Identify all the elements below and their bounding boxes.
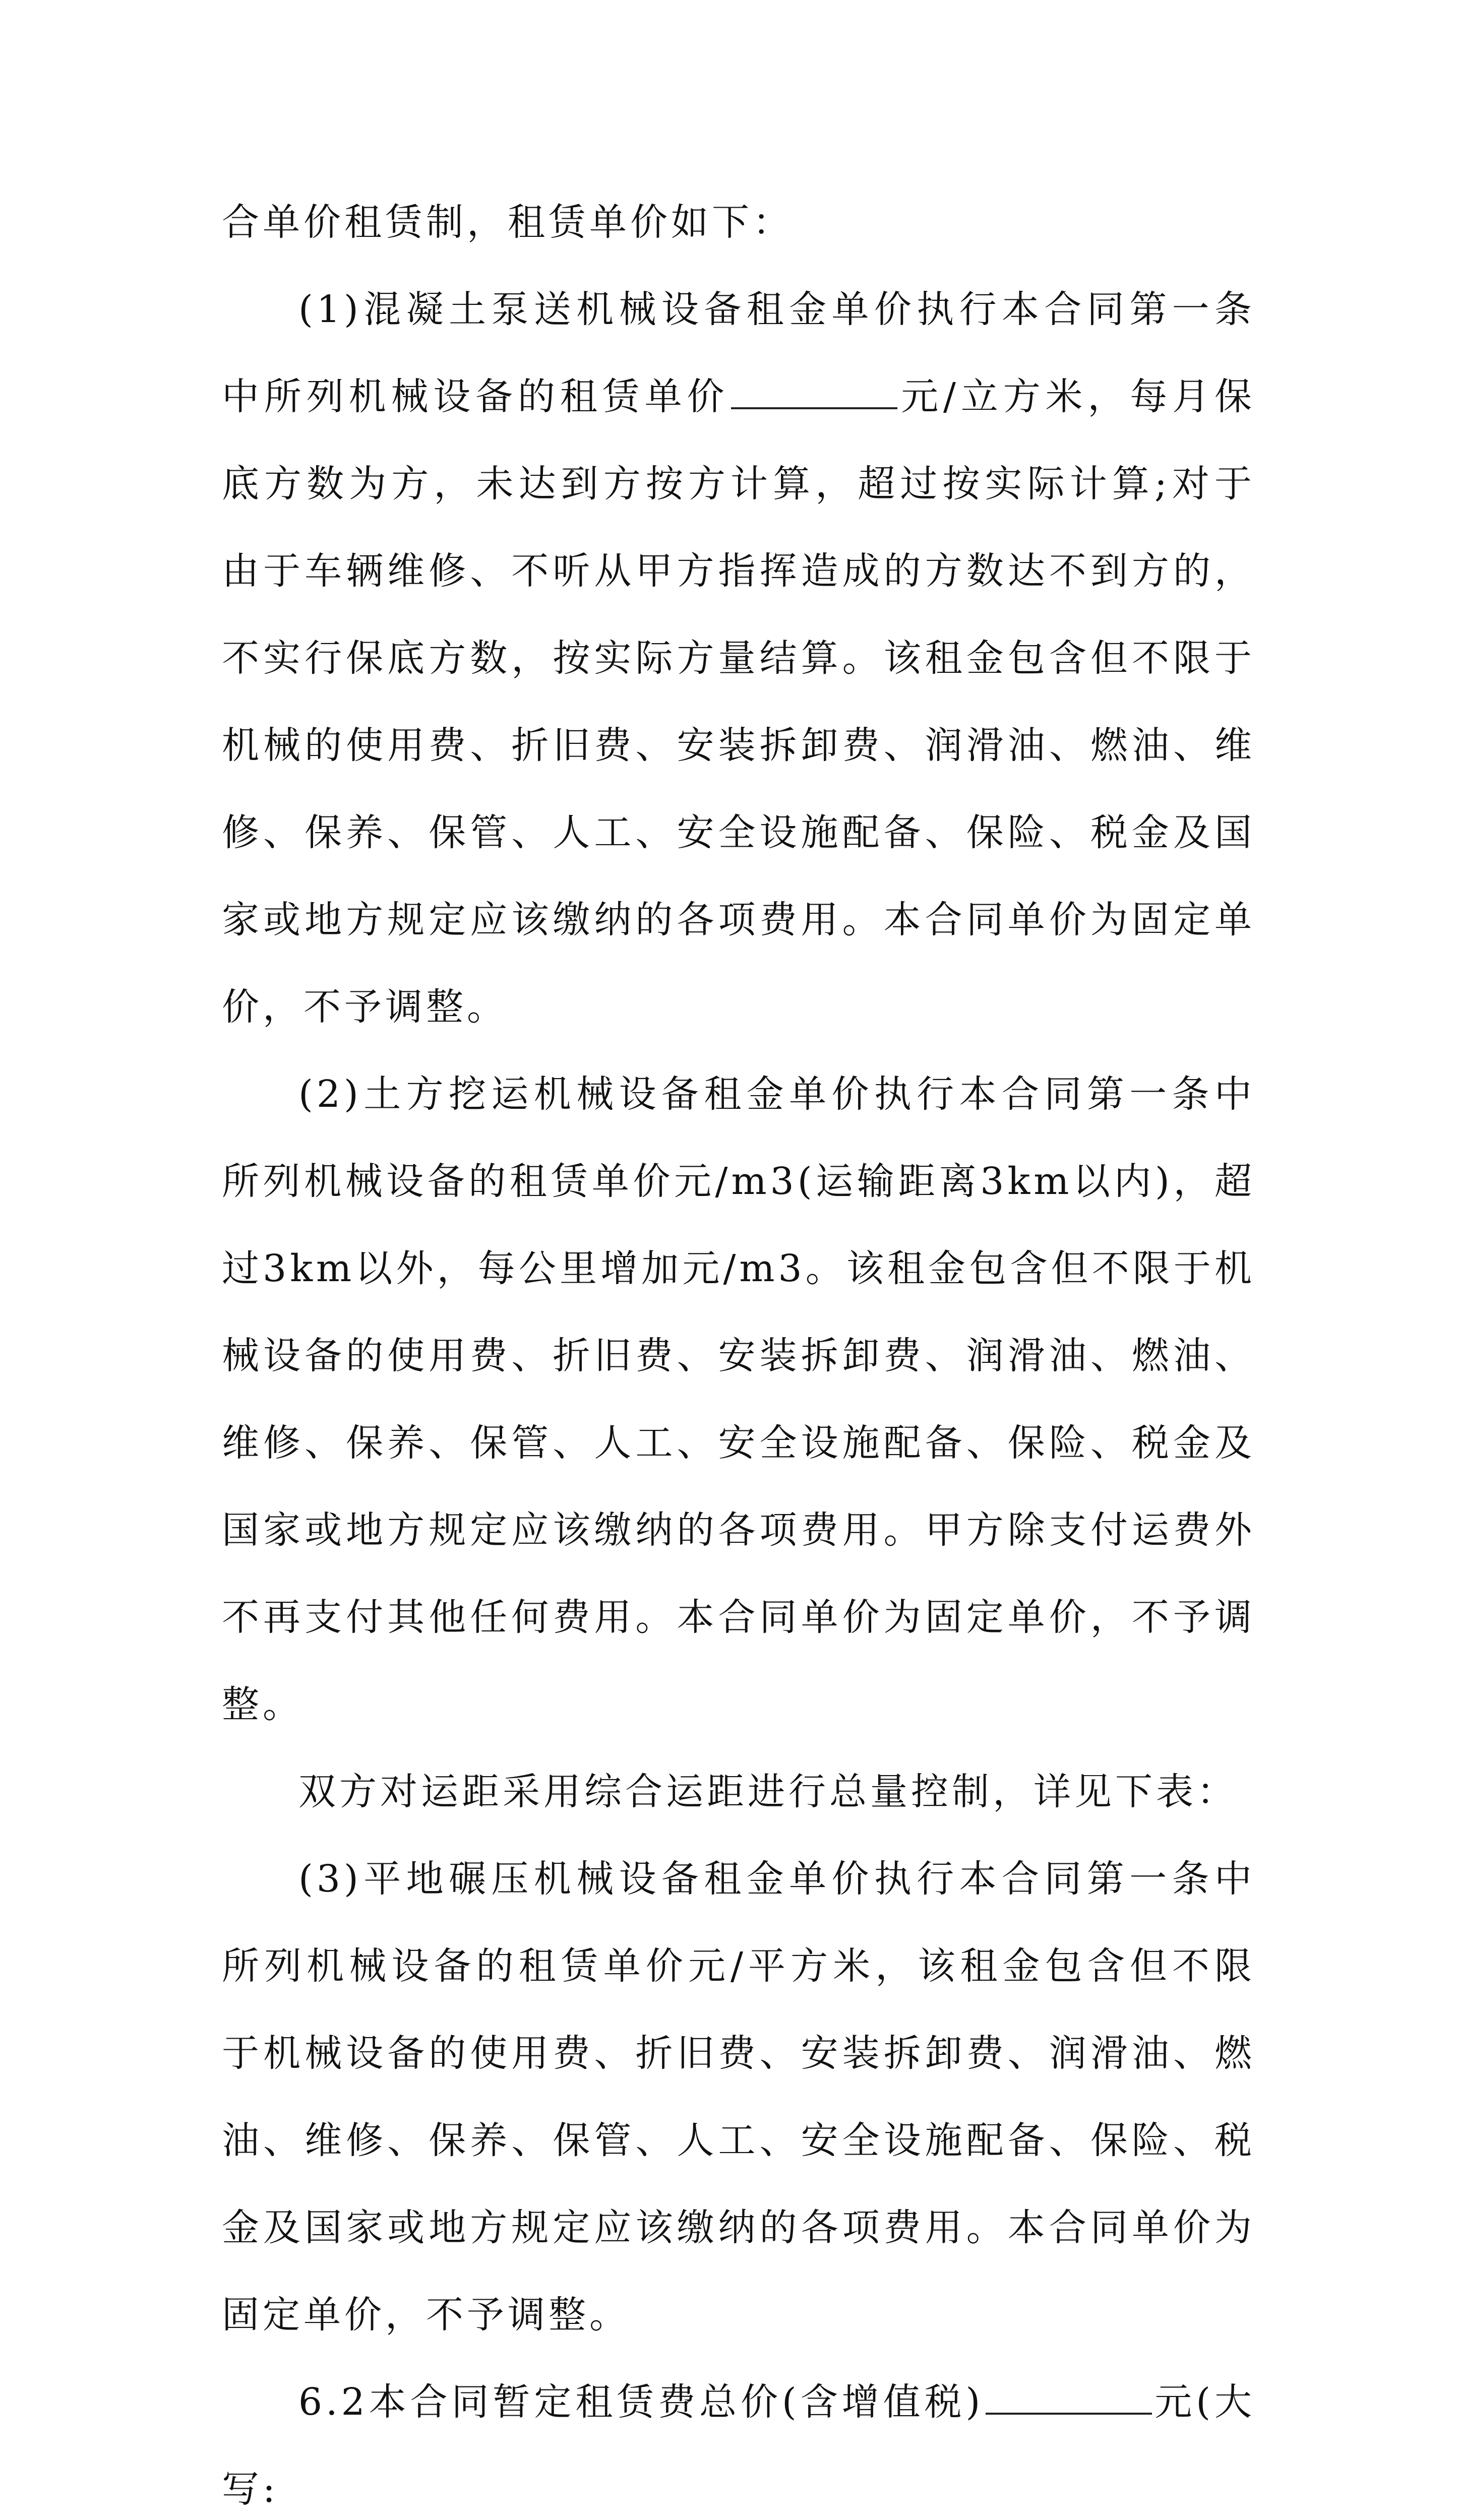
paragraph-text: 元/立方米，每月保底方数为方，未达到方按方计算，超过按实际计算;对于由于车辆维修、不听从甲方指挥造成的方数达不到方的，不实行保底方数，按实际方量结算。该租金包含但不限于机械的使用费、折旧费、安装拆卸费、润滑油、燃油、维修、保养、保管、人工、安全设施配备、保险、税金及国家或地方规定应该缴纳的各项费用。本合同单价为固定单价，不予调整。 — [222, 375, 1255, 1029]
paragraph-concrete-pump — [222, 266, 1255, 1051]
paragraph-rental-system — [222, 179, 1255, 266]
unit-price-blank — [731, 375, 897, 409]
paragraph-compaction — [222, 1836, 1255, 2359]
paragraph-total-price — [222, 2359, 1255, 2520]
paragraph-text: (1)混凝土泵送机械设备租金单价执行本合同第一条中所列机械设备的租赁单价 — [222, 288, 1255, 418]
paragraph-text: 合单价租赁制，租赁单价如下： — [222, 201, 794, 244]
total-price-blank — [986, 2380, 1152, 2415]
paragraph-distance-control — [222, 1748, 1255, 1836]
paragraph-text: 元(大写: — [222, 2380, 1255, 2511]
paragraph-text: (2)土方挖运机械设备租金单价执行本合同第一条中所列机械设备的租赁单价元/m3(运输距离3km以内)，超过3km以外，每公里增加元/m3。该租金包含但不限于机械设备的使用费、折旧费、安装拆卸费、润滑油、燃油、维修、保养、保管、人工、安全设施配备、保险、税金及国家或地方规定应该缴纳的各项费用。甲方除支付运费外不再支付其他任何费用。本合同单价为固定单价，不予调整。 — [222, 1073, 1255, 1726]
paragraph-text: 6.2本合同暂定租赁费总价(含增值税) — [298, 2380, 984, 2424]
paragraph-text: 双方对运距采用综合运距进行总量控制，详见下表： — [298, 1770, 1238, 1813]
paragraph-earthwork — [222, 1051, 1255, 1748]
paragraph-text: (3)平地碾压机械设备租金单价执行本合同第一条中所列机械设备的租赁单价元/平方米，该租金包含但不限于机械设备的使用费、折旧费、安装拆卸费、润滑油、燃油、维修、保养、保管、人工、安全设施配备、保险、税金及国家或地方规定应该缴纳的各项费用。本合同单价为固定单价，不予调整。 — [222, 1857, 1255, 2337]
document-body — [222, 179, 1255, 2520]
